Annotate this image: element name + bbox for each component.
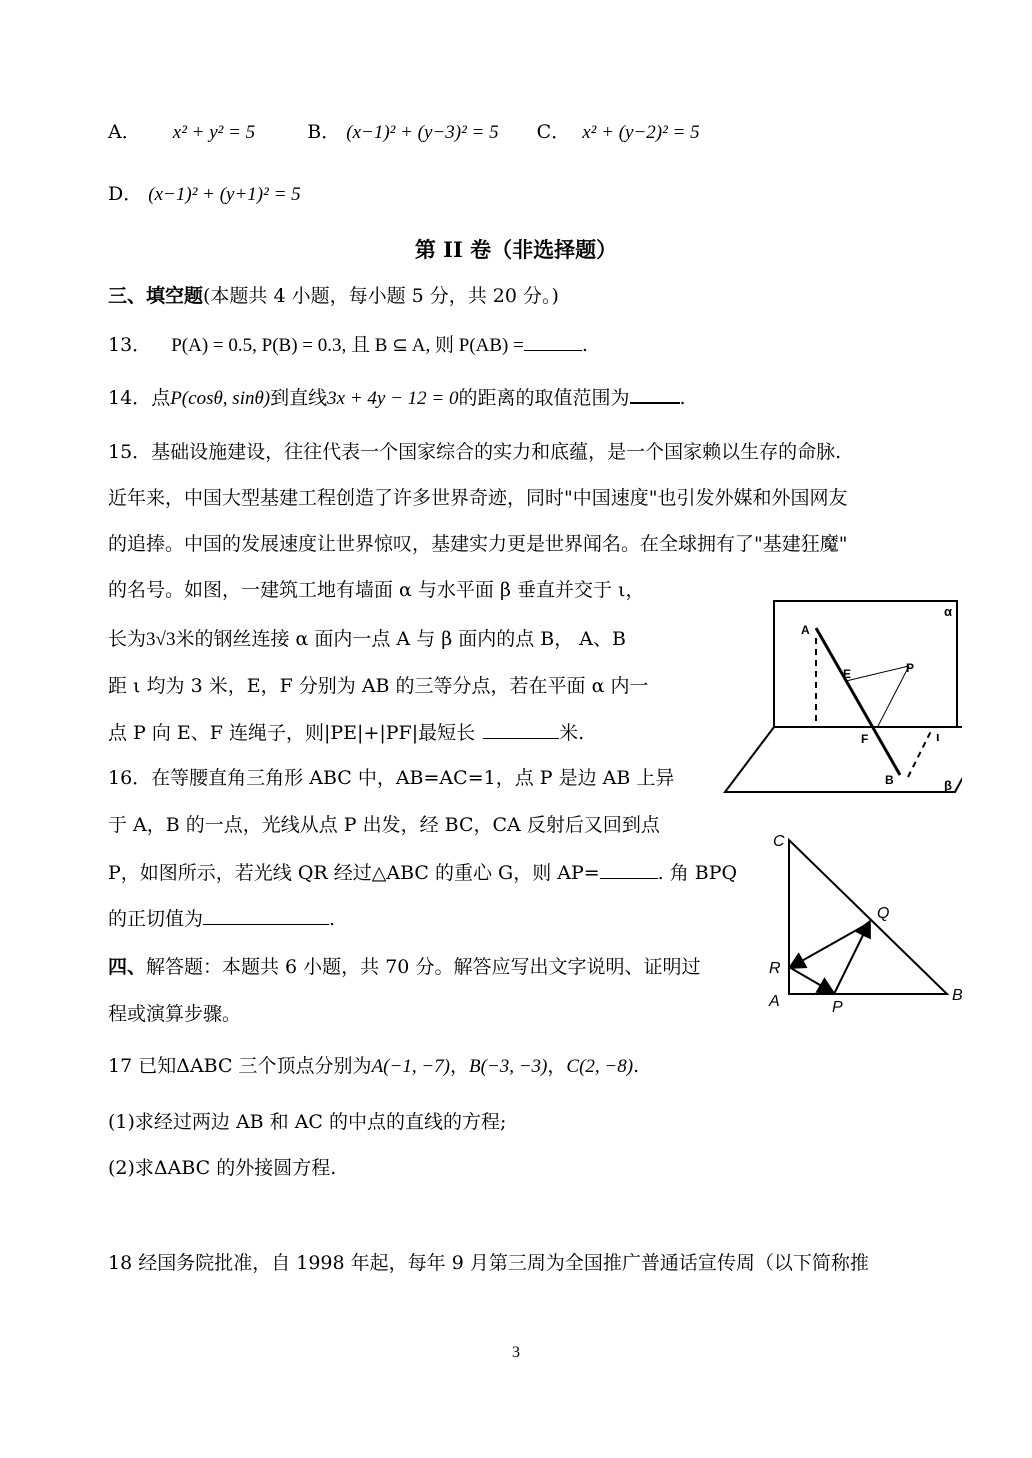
label-iota: ι (936, 729, 940, 744)
label-a: A (801, 623, 810, 637)
q15-line-7-pre: 点 P 向 E、F 连绳子，则|PE|+|PF|最短长 (108, 722, 476, 744)
option-b-label: B． (307, 121, 341, 143)
option-d-expr: (x−1)² + (y+1)² = 5 (148, 184, 301, 205)
ray-rp (789, 967, 832, 992)
label-b: B (885, 773, 894, 787)
part3-heading: 三、填空题 (108, 285, 204, 307)
q16-line-3-pre: P，如图所示，若光线 QR 经过△ABC 的重心 G，则 AP= (108, 862, 600, 884)
part4-text: 解答题：本题共 6 小题，共 70 分。解答应写出文字说明、证明过 (146, 956, 701, 978)
figure-planes (722, 598, 962, 798)
q15-line-7-post: 米. (559, 722, 585, 744)
q17-sub-2: (2)求ΔABC 的外接圆方程. (108, 1157, 337, 1179)
q17-sub-1: (1)求经过两边 AB 和 AC 的中点的直线的方程; (108, 1111, 507, 1133)
option-b-expr: (x−1)² + (y−3)² = 5 (346, 122, 499, 143)
label-q: Q (877, 905, 890, 922)
q17-point-b: B(−3, −3) (468, 1056, 548, 1077)
q14-pre: 点 (151, 387, 171, 409)
q15-line-6: 距 ι 均为 3 米，E，F 分别为 AB 的三等分点，若在平面 α 内一 (108, 675, 649, 697)
q14-line-eq: 3x + 4y − 12 = 0 (327, 388, 459, 409)
segment-fp (877, 666, 909, 728)
label-r: R (769, 960, 781, 977)
part3-heading-row (108, 284, 559, 308)
q15-line-5-pre: 长为 (108, 628, 147, 650)
question-14 (108, 384, 686, 411)
label-f: F (861, 732, 869, 746)
q17-point-c: C(2, −8) (566, 1056, 634, 1077)
option-d-row (108, 182, 301, 207)
q17-sep-2: ， (547, 1055, 567, 1077)
q14-answer-blank (630, 384, 680, 404)
label-e: E (843, 667, 852, 681)
question-13 (108, 332, 588, 358)
triangle-abc (789, 840, 947, 994)
q16-line-1: 16．在等腰直角三角形 ABC 中，AB=AC=1，点 P 是边 AB 上异 (108, 767, 675, 789)
q16-line-3 (108, 860, 737, 885)
dashed-line-b (908, 727, 933, 777)
q14-post: 的距离的取值范围为 (458, 387, 630, 409)
part3-note: (本题共 4 小题，每小题 5 分，共 20 分。) (203, 285, 559, 307)
option-c-label: C． (536, 121, 571, 143)
label-p-tri: P (832, 999, 843, 1016)
q16-blank-tangent (203, 906, 329, 925)
label-b-tri: B (952, 987, 963, 1004)
option-d-label: D． (108, 183, 143, 205)
section-title: 第 II 卷（非选择题） (414, 237, 618, 262)
q15-line-4: 的名号。如图，一建筑工地有墙面 α 与水平面 β 垂直并交于 ι， (108, 579, 645, 601)
q16-line-4-pre: 的正切值为 (108, 908, 204, 930)
q17-end: . (633, 1055, 640, 1077)
q16-line-4 (108, 906, 335, 931)
q16-line-2: 于 A，B 的一点，光线从点 P 出发，经 BC，CA 反射后又回到点 (108, 814, 660, 836)
q15-line-5 (108, 627, 626, 652)
option-a-b-c-row (108, 120, 700, 145)
q15-line-3: 的追捧。中国的发展速度让世界惊叹，基建实力更是世界闻名。在全球拥有了"基建狂魔" (108, 533, 848, 555)
label-alpha: α (944, 604, 952, 619)
label-beta: β (944, 778, 952, 793)
q18-line-1: 18 经国务院批准，自 1998 年起，每年 9 月第三周为全国推广普通话宣传周（以下简称推 (108, 1252, 869, 1274)
label-a-tri: A (769, 993, 780, 1010)
part4-heading: 四、 (108, 956, 147, 978)
question-17 (108, 1054, 639, 1079)
q16-blank-ap (600, 860, 658, 879)
part4-line-1 (108, 955, 700, 979)
part4-line-2: 程或演算步骤。 (108, 1003, 242, 1025)
plane-alpha (774, 601, 957, 727)
q13-text: P(A) = 0.5, P(B) = 0.3, 且 B ⊆ A, 则 P(AB) = (171, 335, 524, 356)
figure-triangle (765, 826, 975, 1016)
q15-line-5-post: 米的钢丝连接 α 面内一点 A 与 β 面内的点 B， A、B (175, 628, 626, 650)
q16-line-4-post: . (329, 908, 336, 930)
option-a-label: A． (108, 121, 141, 143)
q17-intro: 17 已知ΔABC 三个顶点分别为 (108, 1055, 372, 1077)
q15-line-2: 近年来，中国大型基建工程创造了许多世界奇迹，同时"中国速度"也引发外媒和外国网友 (108, 487, 848, 509)
q14-number: 14． (108, 387, 152, 409)
q14-point: P(cosθ, sinθ) (170, 388, 271, 409)
q13-end: . (581, 334, 588, 356)
q15-length-value: 3√3 (146, 629, 176, 650)
q15-line-7 (108, 720, 584, 745)
q13-number: 13． (108, 334, 152, 356)
label-p: P (906, 661, 915, 675)
q15-answer-blank (483, 720, 559, 739)
q14-end: . (679, 387, 686, 409)
q16-line-3-post: . 角 BPQ (657, 862, 738, 884)
option-c-expr: x² + (y−2)² = 5 (582, 122, 700, 143)
option-a-expr: x² + y² = 5 (172, 122, 256, 143)
q15-line-1: 15．基础设施建设，往往代表一个国家综合的实力和底蕴，是一个国家赖以生存的命脉. (108, 441, 842, 463)
q17-point-a: A(−1, −7) (371, 1056, 450, 1077)
segment-ab (816, 628, 900, 775)
q13-answer-blank (524, 332, 582, 351)
q14-mid: 到直线 (270, 387, 328, 409)
segment-ep (846, 666, 909, 681)
page-number: 3 (512, 1344, 520, 1361)
q17-sep-1: ， (449, 1055, 469, 1077)
label-c: C (773, 833, 785, 850)
plane-beta (725, 727, 962, 792)
